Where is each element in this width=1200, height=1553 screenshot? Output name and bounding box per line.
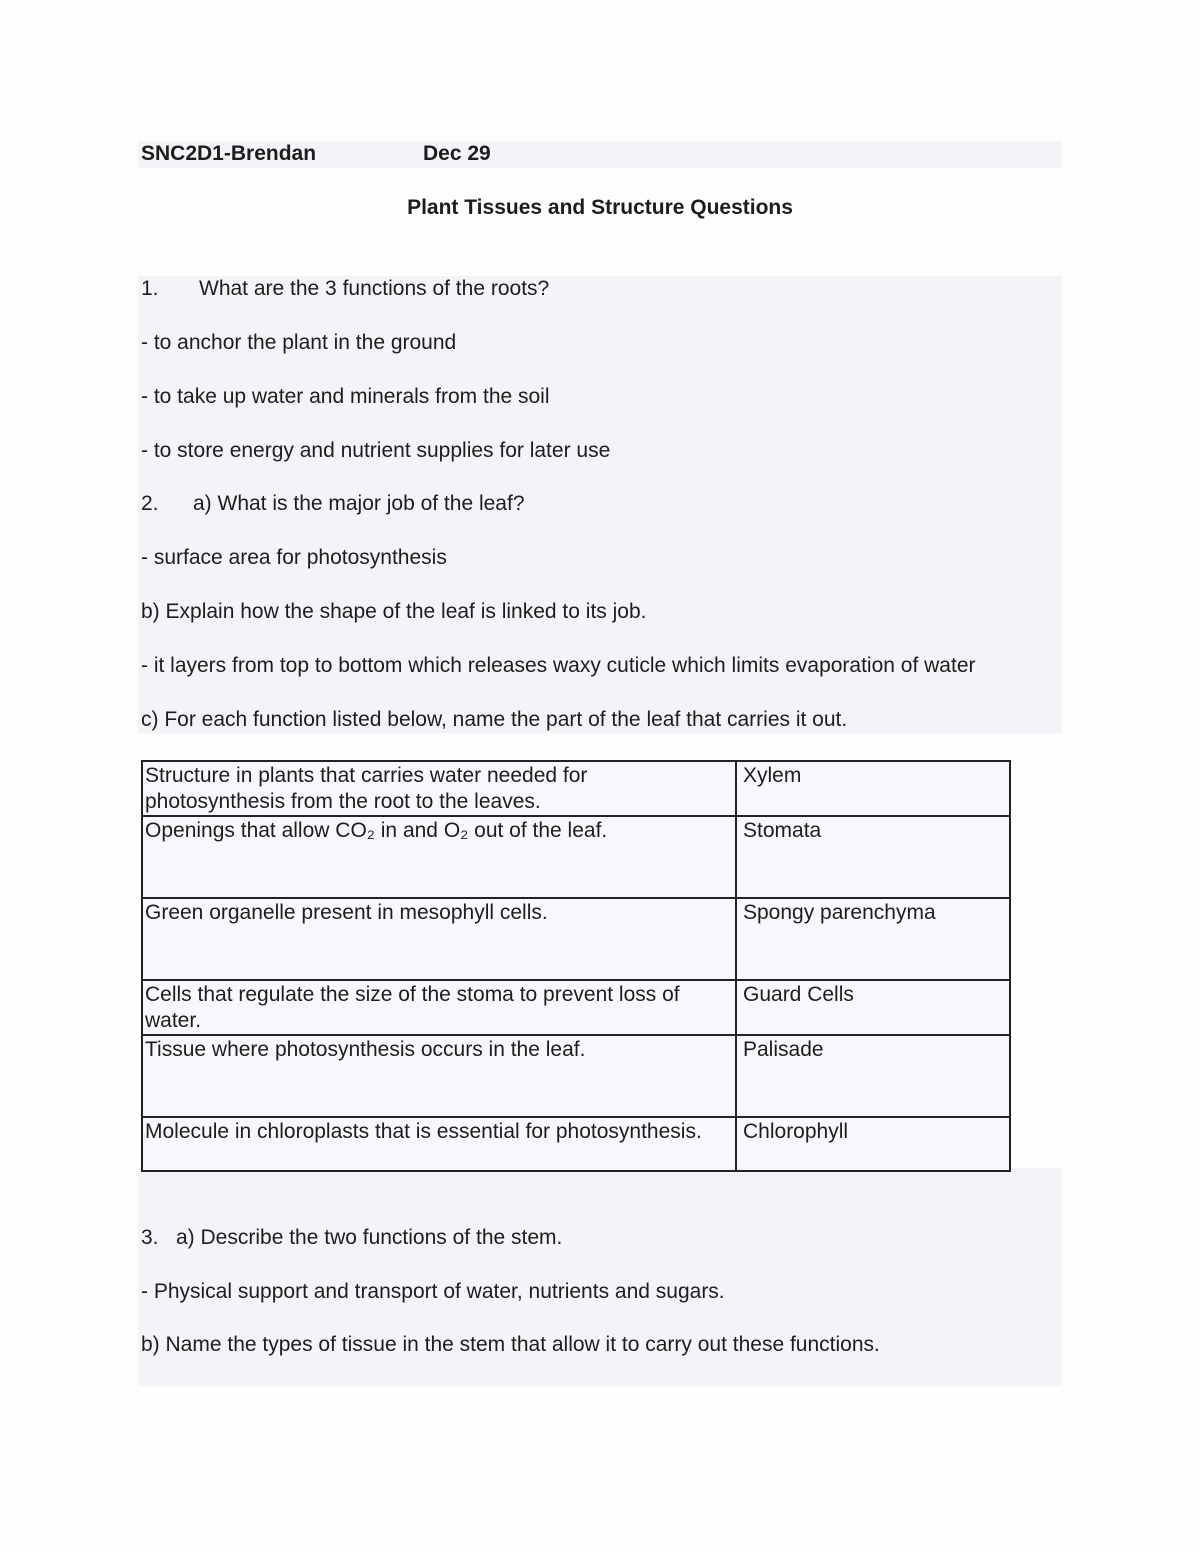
question-1: [141, 276, 549, 302]
question-text: a) Describe the two functions of the stem.: [176, 1226, 563, 1249]
question-number: 3.: [141, 1226, 159, 1249]
part-cell: Stomata: [736, 816, 1010, 898]
leaf-parts-table: [141, 760, 1011, 1172]
answer-1-1: - to anchor the plant in the ground: [141, 331, 457, 354]
question-number: 1.: [141, 277, 159, 300]
date-label: Dec 29: [423, 142, 491, 165]
answer-1-2: - to take up water and minerals from the soil: [141, 385, 550, 408]
function-cell: Structure in plants that carries water needed for photosynthesis from the root to the leaves.: [142, 761, 736, 816]
function-cell: Tissue where photosynthesis occurs in the leaf.: [142, 1035, 736, 1117]
part-cell: Xylem: [736, 761, 1010, 816]
question-2a: [141, 491, 525, 517]
question-2b: b) Explain how the shape of the leaf is linked to its job.: [141, 600, 647, 623]
question-text: What are the 3 functions of the roots?: [199, 277, 550, 300]
part-cell: Chlorophyll: [736, 1117, 1010, 1171]
question-3a: [141, 1225, 562, 1251]
table-row: [142, 816, 1010, 898]
function-cell: Openings that allow CO₂ in and O₂ out of the leaf.: [142, 816, 736, 898]
table-row: [142, 761, 1010, 816]
function-cell: Molecule in chloroplasts that is essential for photosynthesis.: [142, 1117, 736, 1171]
page-title: Plant Tissues and Structure Questions: [407, 196, 793, 219]
answer-2a: - surface area for photosynthesis: [141, 546, 447, 569]
question-2c: c) For each function listed below, name the part of the leaf that carries it out.: [141, 708, 848, 731]
question-number: 2.: [141, 492, 159, 515]
question-3b: b) Name the types of tissue in the stem that allow it to carry out these functions.: [141, 1333, 880, 1356]
part-cell: Spongy parenchyma: [736, 898, 1010, 980]
table-row: [142, 1035, 1010, 1117]
function-cell: Green organelle present in mesophyll cells.: [142, 898, 736, 980]
answer-3a: - Physical support and transport of water, nutrients and sugars.: [141, 1280, 725, 1303]
function-cell: Cells that regulate the size of the stoma to prevent loss of water.: [142, 980, 736, 1035]
answer-2b: - it layers from top to bottom which releases waxy cuticle which limits evaporation of water: [141, 654, 976, 677]
table-row: [142, 898, 1010, 980]
part-cell: Palisade: [736, 1035, 1010, 1117]
table-row: [142, 1117, 1010, 1171]
course-label: SNC2D1-Brendan: [141, 142, 317, 165]
question-text: a) What is the major job of the leaf?: [193, 492, 525, 515]
table-row: [142, 980, 1010, 1035]
part-cell: Guard Cells: [736, 980, 1010, 1035]
answer-1-3: - to store energy and nutrient supplies for later use: [141, 439, 611, 462]
